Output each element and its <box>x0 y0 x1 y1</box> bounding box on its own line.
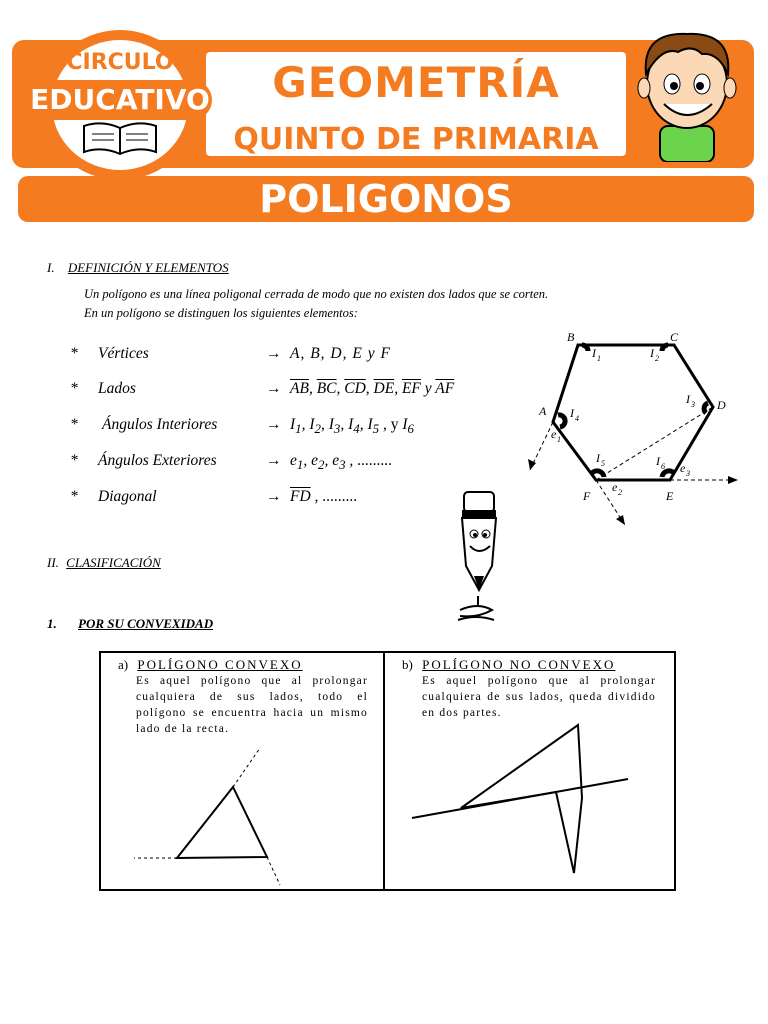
svg-text:1: 1 <box>597 354 601 363</box>
angle-label: I <box>592 346 596 360</box>
topic-title: POLIGONOS <box>259 177 513 221</box>
section-title: CLASIFICACIÓN <box>66 555 161 570</box>
section-1-heading <box>47 260 229 276</box>
angle-label: I <box>570 406 574 420</box>
section-title: POR SU CONVEXIDAD <box>78 616 214 631</box>
section-number: 1. <box>47 616 57 631</box>
section-number: I. <box>47 260 55 275</box>
convex-heading: a) POLÍGONO CONVEXO <box>118 657 303 672</box>
list-item: * Vértices → A, B, D, E y F <box>70 345 391 362</box>
svg-text:1: 1 <box>557 435 561 444</box>
section-number: II. <box>47 555 59 570</box>
logo-text-top: CIRCULO <box>66 50 174 75</box>
vertex-label: D <box>717 398 726 412</box>
angle-label: I <box>686 392 690 406</box>
definition-line: Un polígono es una línea poligonal cerrada de modo que no existen dos lados que se corten. <box>84 287 549 301</box>
section-2-heading <box>47 555 161 571</box>
nonconvex-heading: b) POLÍGONO NO CONVEXO <box>402 657 616 672</box>
book-icon <box>80 118 160 158</box>
svg-text:3: 3 <box>686 469 690 478</box>
svg-text:6: 6 <box>661 462 665 471</box>
list-item: * Ángulos Interiores → $I_1$, $I_2$, $I_3$, $I_4$, $I_5$ , y $I_6$ <box>70 416 414 437</box>
vertex-label: C <box>670 330 679 344</box>
section-title: DEFINICIÓN Y ELEMENTOS <box>67 260 229 275</box>
page-subtitle: QUINTO DE PRIMARIA <box>233 122 599 157</box>
page-title: GEOMETRÍA <box>272 58 560 107</box>
vertex-label: F <box>583 489 591 503</box>
boy-illustration <box>632 22 742 162</box>
vertex-label: E <box>666 489 674 503</box>
convex-definition: Es aquel polígono que al prolongar cualquiera de sus lados, todo el polígono se encuentra hacia un mismo lado de la recta. <box>136 675 368 735</box>
nonconvex-definition: Es aquel polígono que al prolongar cualquiera de sus lados, queda dividido en dos partes. <box>422 675 656 719</box>
list-item: * Diagonal → $\overline{FD}$ , ......... <box>70 488 358 505</box>
convex-polygon-figure <box>130 745 290 890</box>
subsection-heading <box>47 616 213 632</box>
svg-text:5: 5 <box>601 459 605 468</box>
list-item: * Lados → $\overline{AB}$, $\overline{BC}$, $\overline{CD}$, $\overline{DE}$, $\overline{EF}$ y $\overline{AF}$ <box>70 380 455 397</box>
table-divider <box>383 651 385 891</box>
svg-text:2: 2 <box>618 488 622 497</box>
nonconvex-polygon-figure <box>404 718 644 878</box>
svg-text:2: 2 <box>655 354 659 363</box>
pencil-mascot <box>448 488 508 628</box>
vertex-label: B <box>567 330 575 344</box>
vertex-label: A <box>539 404 547 418</box>
angle-label: I <box>596 451 600 465</box>
logo-text-bottom: EDUCATIVO <box>28 80 212 120</box>
hexagon-diagram <box>520 325 750 535</box>
exterior-label: e <box>551 427 557 441</box>
svg-text:3: 3 <box>691 400 695 409</box>
exterior-label: e <box>612 480 618 494</box>
list-item: * Ángulos Exteriores → $e_1$, $e_2$, $e_3$ , ......... <box>70 452 393 473</box>
elements-intro: En un polígono se distinguen los siguientes elementos: <box>84 306 358 320</box>
exterior-label: e <box>680 461 686 475</box>
angle-label: I <box>656 454 660 468</box>
svg-text:4: 4 <box>575 414 579 423</box>
angle-label: I <box>650 346 654 360</box>
